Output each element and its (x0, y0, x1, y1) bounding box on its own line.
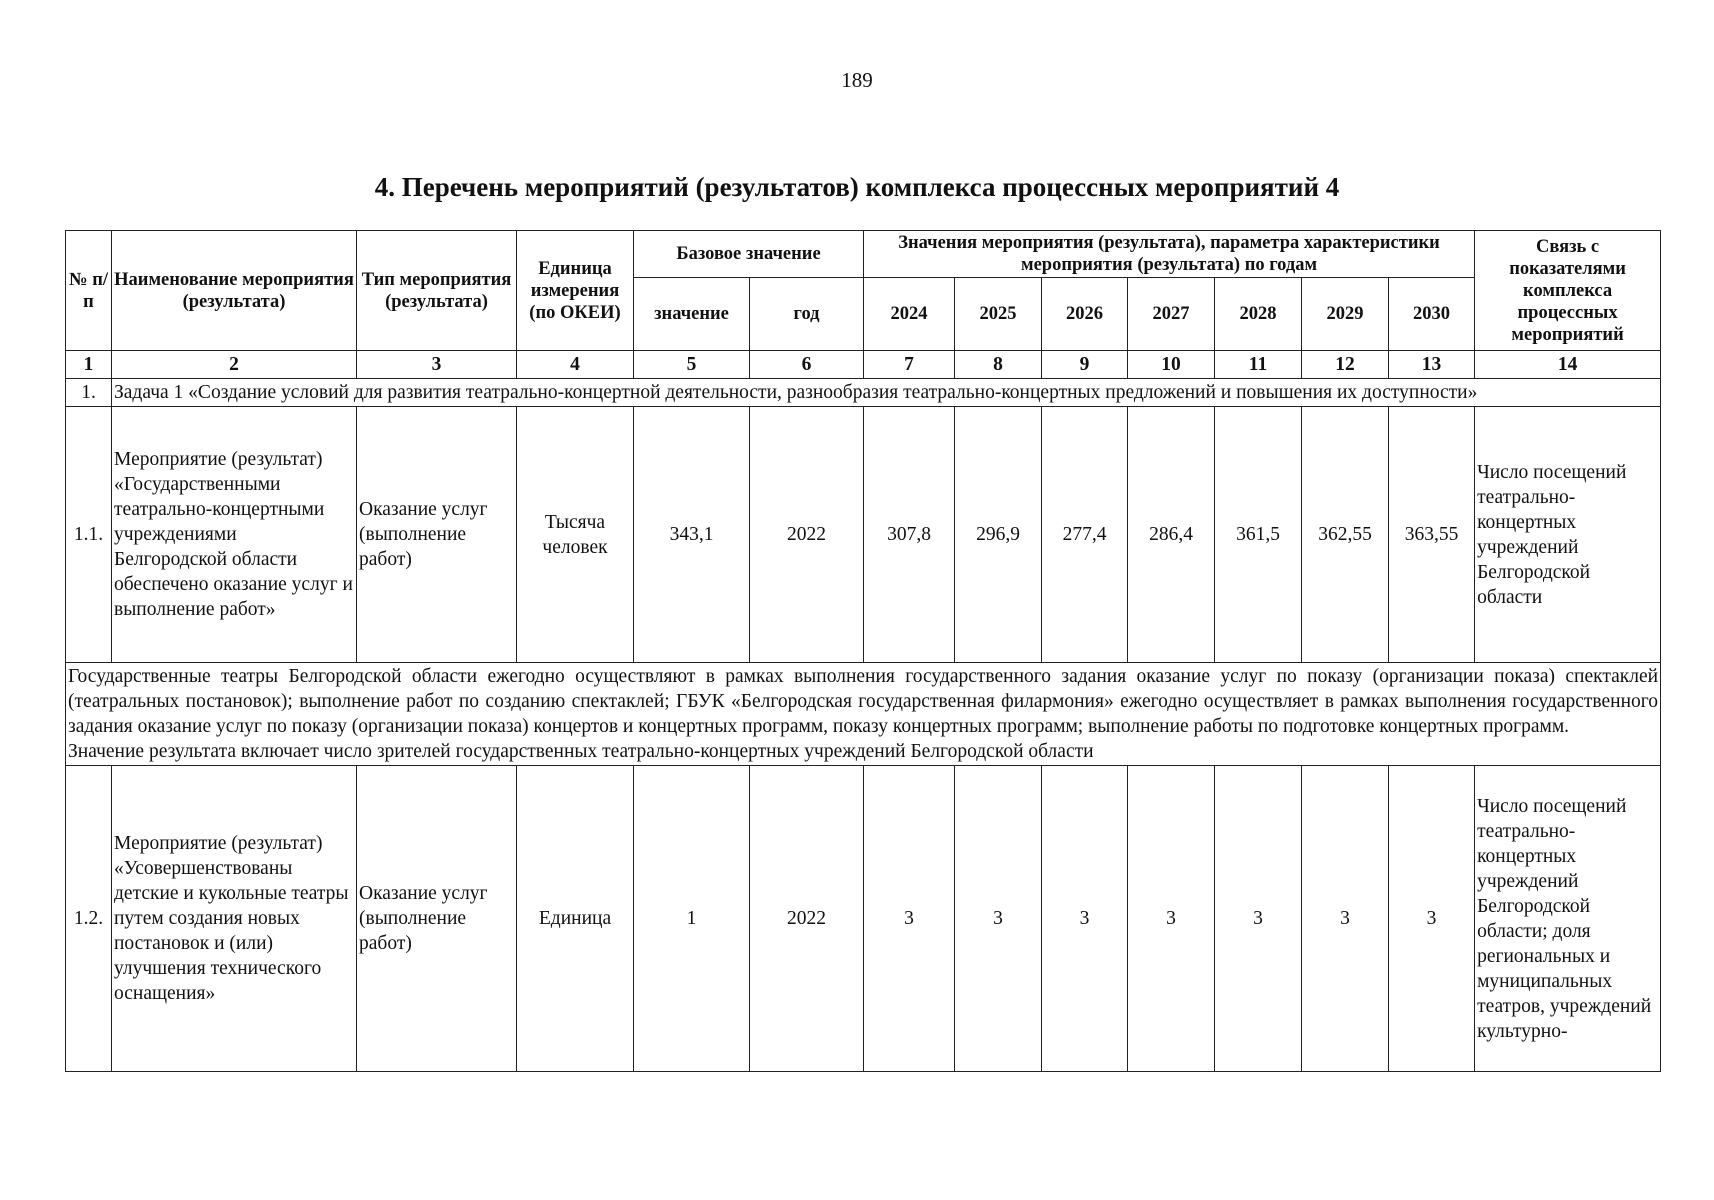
row-base-year: 2022 (750, 407, 864, 663)
header-year: 2024 (864, 278, 955, 351)
table-row (66, 407, 1661, 663)
row-unit: Тысяча человек (517, 407, 634, 663)
column-number: 3 (357, 351, 517, 379)
column-number: 2 (112, 351, 357, 379)
header-unit: Единица измерения (по ОКЕИ) (517, 231, 634, 351)
column-numbers-row (66, 351, 1661, 379)
row-type: Оказание услуг (выполнение работ) (357, 407, 517, 663)
header-name: Наименование мероприятия (результата) (112, 231, 357, 351)
header-year: 2028 (1215, 278, 1302, 351)
row-link: Число посещений театрально-концертных учреждений Белгородской области; доля региональных и муниципальных театров, учреждений культурно- (1475, 766, 1661, 1072)
header-base-year: год (750, 278, 864, 351)
column-number: 4 (517, 351, 634, 379)
note-row (66, 663, 1661, 766)
table-row (66, 766, 1661, 1072)
row-value-2027: 3 (1128, 766, 1215, 1072)
row-link: Число посещений театрально-концертных учреждений Белгородской области (1475, 407, 1661, 663)
header-num: № п/п (66, 231, 112, 351)
task-num: 1. (66, 379, 112, 407)
note-paragraph: Значение результата включает число зрителей государственных театрально-концертных учреждений Белгородской области (68, 741, 1094, 762)
row-value-2026: 277,4 (1042, 407, 1128, 663)
row-value-2028: 3 (1215, 766, 1302, 1072)
row-num: 1.2. (66, 766, 112, 1072)
row-value-2030: 3 (1389, 766, 1475, 1072)
column-number: 9 (1042, 351, 1128, 379)
header-link: Связь с показателями комплекса процессных мероприятий (1475, 231, 1661, 351)
row-value-2030: 363,55 (1389, 407, 1475, 663)
header-year: 2029 (1302, 278, 1389, 351)
row-value-2026: 3 (1042, 766, 1128, 1072)
column-number: 11 (1215, 351, 1302, 379)
row-value-2029: 3 (1302, 766, 1389, 1072)
row-value-2024: 307,8 (864, 407, 955, 663)
header-type: Тип мероприятия (результата) (357, 231, 517, 351)
row-value-2027: 286,4 (1128, 407, 1215, 663)
activities-table (65, 230, 1661, 1072)
row-base-year: 2022 (750, 766, 864, 1072)
row-unit: Единица (517, 766, 634, 1072)
task-text: Задача 1 «Создание условий для развития театрально-концертной деятельности, разнообразия театрально-концертных предложений и повышения их доступности» (112, 379, 1661, 407)
column-number: 5 (634, 351, 750, 379)
row-name: Мероприятие (результат) «Государственными театрально-концертными учреждениями Белгородской области обеспечено оказание услуг и выполнение работ» (112, 407, 357, 663)
header-year: 2026 (1042, 278, 1128, 351)
row-value-2028: 361,5 (1215, 407, 1302, 663)
row-base-value: 343,1 (634, 407, 750, 663)
note-cell (66, 663, 1661, 766)
column-number: 8 (955, 351, 1042, 379)
row-name: Мероприятие (результат) «Усовершенствованы детские и кукольные театры путем создания новых постановок и (или) улучшения технического оснащения» (112, 766, 357, 1072)
page-number: 189 (841, 68, 873, 92)
column-number: 10 (1128, 351, 1215, 379)
page-title: 4. Перечень мероприятий (результатов) комплекса процессных мероприятий 4 (374, 172, 1340, 202)
column-number: 7 (864, 351, 955, 379)
header-row-1 (66, 231, 1661, 278)
header-year: 2027 (1128, 278, 1215, 351)
column-number: 13 (1389, 351, 1475, 379)
header-year: 2030 (1389, 278, 1475, 351)
row-value-2025: 296,9 (955, 407, 1042, 663)
column-number: 12 (1302, 351, 1389, 379)
column-number: 1 (66, 351, 112, 379)
column-number: 14 (1475, 351, 1661, 379)
header-base-value: значение (634, 278, 750, 351)
row-type: Оказание услуг (выполнение работ) (357, 766, 517, 1072)
row-value-2025: 3 (955, 766, 1042, 1072)
row-base-value: 1 (634, 766, 750, 1072)
task-row (66, 379, 1661, 407)
column-number: 6 (750, 351, 864, 379)
row-value-2024: 3 (864, 766, 955, 1072)
header-values: Значения мероприятия (результата), параметра характеристики мероприятия (результата) по годам (864, 231, 1475, 278)
row-num: 1.1. (66, 407, 112, 663)
note-paragraph: Государственные театры Белгородской области ежегодно осуществляют в рамках выполнения государственного задания оказание услуг по показу (организации показа) спектаклей (театральных постановок); выполнение работ по созданию спектаклей; ГБУК «Белгородская государственная филармония» ежегодно осуществляет в рамках выполнения государственного задания оказание услуг по показу (организации показа) концертов и концертных программ, показу концертных программ; выполнение работы по подготовке концертных программ. (68, 666, 1659, 737)
row-value-2029: 362,55 (1302, 407, 1389, 663)
header-base: Базовое значение (634, 231, 864, 278)
header-year: 2025 (955, 278, 1042, 351)
